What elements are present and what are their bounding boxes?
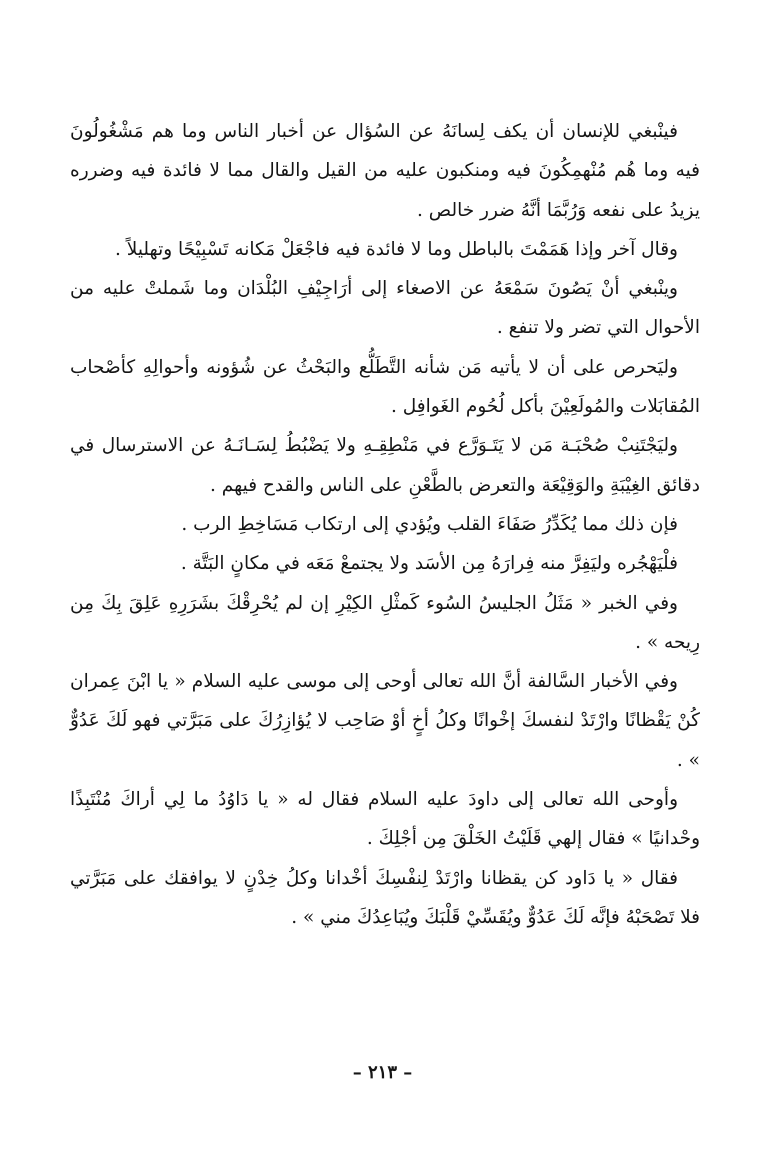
paragraph: وأوحى الله تعالى إلى داودَ عليه السلام فقال له « يا دَاوُدُ ما لِي أراكَ مُنْتَبِذًا وحْدانيًا » فقال إلهي قَلَيْتُ الخَلْقَ مِن أجْلِكَ . (70, 789, 700, 850)
paragraph: فقال « يا دَاود كن يقظانا وارْتَدْ لِنفْسِكَ أخْدانا وكلُ خِدْنٍ لا يوافقك على مَبَرَّتي فلا تَصْحَبْهُ فإنَّه لَكَ عَدُوٌّ ويُقَسِّيْ قَلْبَكَ ويُبَاعِدُكَ مني » . (70, 867, 700, 928)
paragraph: وينْبغي أنْ يَصُونَ سَمْعَهُ عن الاصغاء إلى أرَاجِيْفِ البُلْدَان وما شَملتْ عليه من الأحوال التي تضر ولا تنفع . (70, 278, 700, 339)
body-text (70, 112, 700, 937)
paragraph: وفي الأخبار السَّالفة أنَّ الله تعالى أوحى إلى موسى عليه السلام « يا ابْنَ عِمران كُنْ يَقْظانًا وارْتَدْ لنفسكَ إخْوانًا وكلُ أخٍ أوْ صَاحِب لا يُؤازِرُكَ على مَبَرَّتي فهو لَكَ عَدُوٌّ » . (70, 671, 700, 771)
paragraph: فينْبغي للإنسان أن يكف لِسانَهُ عن السُؤال عن أخبار الناس وما هم مَشْغُولُونَ فيه وما هُم مُنْهمِكُونَ فيه ومنكبون عليه من القيل والقال مما لا فائدة فيه وضرره يزيدُ على نفعه وَرُبَّمَا أنَّهُ ضرر خالص . (70, 121, 700, 221)
paragraph: وقال آخر وإذا هَمَمْتَ بالباطل وما لا فائدة فيه فاجْعَلْ مَكانه تَسْبِيْحًا وتهليلاً . (115, 238, 678, 260)
paragraph: وليَجْتَنِبْ صُحْبَـة مَن لا يَتَـوَرَّع في مَنْطِقِـهِ ولا يَضْبُطُ لِسَـانَـهُ عن الاسترسال في دقائق الغِيْبَةِ والوَقِيْعَة والتعرض بالطَّعْنِ على الناس والقدح فيهم . (70, 435, 700, 496)
paragraph: وليَحرص على أن لا يأتيه مَن شأنه التَّطَلُّع والبَحْثُ عن شُؤونه وأحوالِهِ كأصْحاب المُقابَلات والمُولَعِيْنَ بأكل لُحُوم الغَوافِل . (70, 356, 700, 418)
paragraph: فلْيَهْجُره وليَفِرَّ منه فِرارَهُ مِن الأسَد ولا يجتمعْ مَعَه في مكانٍ البَتَّة . (180, 553, 678, 575)
paragraph: وفي الخبر « مَثَلُ الجليسُ السُوء كَمثْلِ الكِيْرِ إن لم يُحْرِقْكَ بشَرَرِهِ عَلِقَ بِكَ مِن رِيحه » . (70, 592, 700, 653)
paragraph: فإن ذلك مما يُكَدِّرُ صَفَاءَ القلب ويُؤدي إلى ارتكاب مَسَاخِطِ الرب . (181, 513, 678, 535)
page-number: – ٢١٣ – (352, 1062, 413, 1083)
